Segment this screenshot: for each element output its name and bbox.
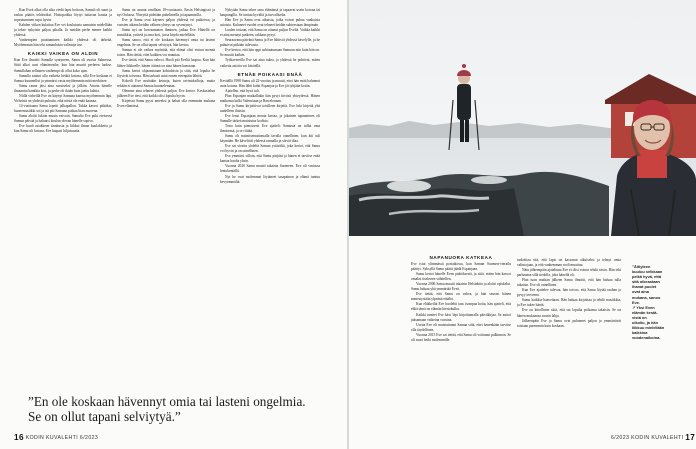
caption-line: ”Äitiyteen xyxy=(632,264,651,269)
section-heading: NAPANUORA KATKEAA xyxy=(429,255,493,260)
body-paragraph: Eve ymmärsi silloin, että Samu pärjäisi ja hänen ei tarvitse enää kantaa huolta yksin. xyxy=(220,154,320,164)
left-page xyxy=(0,0,347,449)
section-heading: KAIKKI VAIKEA ON ALDIN xyxy=(27,51,99,57)
body-paragraph: Useita Eve oli muistuttanut Samua siitä, ettei kenenkään tarvitse olla täydellinen. xyxy=(411,322,511,332)
body-paragraph: Samun ei ole vaikea myöntää, että elämä olisi voinut mennä toisin. Hän tietää, ettei kaikkea voi muuttaa. xyxy=(117,48,215,58)
body-paragraph: Eve lensi Espanjaan monta kertaa, ja jokainen tapaaminen oli Samulle tärkeä muistutus kodista. xyxy=(220,113,320,123)
right-column-2 xyxy=(517,258,621,428)
caption-line: vuodenaikoina. xyxy=(632,335,661,341)
page-number: 16 xyxy=(14,433,24,442)
body-paragraph: Keväällä 1998 Samu oli 22-vuotias ja muutti, ettei hän enää halunnut asua kotona. Hän lähti kohti Espanjaa ja Eve jäi tyhjään kotiin. xyxy=(220,78,320,88)
caption-line: sitä oikeastaan xyxy=(632,279,660,285)
caption-line: liikkuu mielellään xyxy=(632,325,665,331)
caption-line: vistä on xyxy=(632,314,647,320)
body-paragraph: Tosia kuin pienoisesti Eve ajatteli: Samusta on tullut oma ihmisensä, ja se riittää. xyxy=(220,124,320,134)
winter-shore-scene xyxy=(349,0,696,236)
body-paragraph: Samu nyt on korvaamaton ihminen, jatkaa Eve. Hänellä on musiikkia, ystäviä ja oma koti, jossa käydä mielellään. xyxy=(117,28,215,38)
body-paragraph: Olemme aina tehneet yhdessä paljon, Eve kertoo. Keskustelun jälkeen Eve tiesi, että kaikki olisi lopulta hyvin. xyxy=(117,88,215,98)
feature-photo xyxy=(349,0,696,236)
body-paragraph: Eve tietää, että Samu vahvoi. Huoli piti Eveltä luopua. Kun hän lähtee liikkeelle, hänen äitinsä on aina hänen kanssaan. xyxy=(117,58,215,68)
body-paragraph: Luulen tosiaan, että Samu on ottanut paljon Eveltä. Vaikka kaikki ei aina mennyt putkeen, rakkaus pysyi. xyxy=(220,28,320,38)
body-paragraph: tarkoittaa sitä, että lapsi on kasvanut aikuiseksi ja tehnyt omia valintojaan, ja että vanhemman rooli muuttuu. xyxy=(517,258,621,268)
body-paragraph: Plan Espanjan matkallakin hän pysyi tiiviisti yhteydessä. Hänen matkansa kulki Valenciaan ja Barcelonaan. xyxy=(220,93,320,103)
body-paragraph: Vanhempien puuttuminen kaikki yhdessä oli tärkeää. Myöhemmin hän teki samanlaisia valintoja itse. xyxy=(14,38,112,48)
body-paragraph: Kahden viikon kuluttua Eve vei koulutusta aamuisin mielellään ja tekee nykyisin paljon pihalla. Ja meidän perhe menee kaikki yhdessä. xyxy=(14,23,112,38)
body-paragraph: Eve ja Samu kirjoittivat toisilleen kirjeitä. Eve luki kirjeitä yhä uudelleen iltaisin. xyxy=(220,103,320,113)
body-paragraph: Kirjeissä Samu pyysi anteeksi ja halusi olla enemmän mukana Even elämässä. xyxy=(117,98,215,108)
body-paragraph: Eve kuuli asiakkeen tinnitusta ja liikkui ilman kuulokkeita ja kun Samu oli kotona, Eve kaipasi hiljaisuutta. xyxy=(14,124,112,134)
pull-quote: ”En ole koskaan hävennyt omia tai lasteni ongelmia. Se on ollut tapani selviytyä.” xyxy=(28,394,306,424)
body-paragraph: Samu kertoi ohjaamistaan kohtaloista ja siitä, että lopulta he löysivät toisensa. Hän tarkasti asiat ennen eteenpäin lähtöä. xyxy=(117,68,215,78)
body-paragraph: Samu oli mainitsemattomalla tavalla onnellinen, kun äiti tuli käymään. He kävelivät yhdessä rannalla ja söivät iltaa. xyxy=(220,134,320,144)
body-paragraph: Samu aloitti lukion muuta vaivoin. Samulta Eve puki eteisessä Samun päivää ja haluaisi koulun olevan hänelle sopiva. xyxy=(14,113,112,123)
body-paragraph: Samu kaikkia haaveitaan. Hän haluaa kirjoittaa ja tehdä musiikkia, ja Eve tukee häntä. xyxy=(517,298,621,308)
body-paragraph: Seuraavana päivänä Samu ja Eve lähtivät yhdessä kävelylle, ja he puhuivat pitkään tulevasta. xyxy=(220,38,320,48)
left-column-1 xyxy=(14,8,112,386)
body-paragraph: Niillä virheillä Eve on käynyt Samuna kanssa myöhemmin läpi. Virheistä on yhdessä puhuttu, eikä niistä ole enää kaunaa. xyxy=(14,93,112,103)
caption-line: elämän kestä- xyxy=(632,309,658,315)
left-column-2 xyxy=(117,8,215,386)
body-paragraph: Vuonna 2020 Samu muutti takaisin Suomeen. Eve oli vastassa lentokentällä. xyxy=(220,164,320,174)
body-paragraph: Hän Eve ja Samu ovat aikuisia, jotka voivat puhua vanhoista asioista. Kuluneet vuodet ovat tehneet heidän suhteestaan lämpimän. xyxy=(220,18,320,28)
body-paragraph: Eve ja Samu ovat käyneet paljon yhdessä eri paikoissa, ja vuosien aikana heidän välinen yhteys on syventynyt. xyxy=(117,18,215,28)
body-paragraph: Kun Eve ilmoitti Samulle syntyneen, Samu oli vuosia Salmessa. Siitä alkoi uusi elämänvaihe, kun hän muutti perheen luokse. Samullahan sellainen vanhempi oli ollut koko ajan. xyxy=(14,58,112,73)
caption-line: ulkoilu, ja hän xyxy=(632,320,658,326)
caption-line: Eve. xyxy=(632,299,641,305)
body-paragraph: Näin jälkeenpäin ajateltuna Eve ei olisi voinut tehdä toisin. Hän teki parhaansa sillä tiedolla, joka hänellä oli. xyxy=(517,268,621,278)
body-paragraph: Samu sanoo, että ei ole koskaan hävennyt omia tai lasteni ongelmia. Se on ollut tapani selviytyä, hän kertoo. xyxy=(117,38,215,48)
body-paragraph: Samu ranne jäisi aina suruiseksi ja jälkiin. Ainoin hänelle ilmaantui hankkia koti, ja perhe oli ikään kuin jaettu kahtia. xyxy=(14,83,112,93)
folio-text: KODIN KUVALEHTI 6/2023 xyxy=(25,435,99,441)
body-paragraph: Nykyään Samu tekee oma elämänsä ja tapaavat usein kotona tai kaupungilla. Se tuntuu hyvältä ja turvalliselta. xyxy=(220,8,320,18)
caption-line: kuuluu selkkaan xyxy=(632,269,663,275)
body-paragraph: Kaikki tunteet Eve kävi läpi kirjoittamalla päiväkirjaa. Se auttoi jaksamaan vaikeina vuosina. xyxy=(411,312,511,322)
photo-caption xyxy=(632,264,684,340)
body-paragraph: Kun eläkkeiltä Eve huolehti taas isompaa kotia, hän ajatteli, että ehkä tämä on elämän kiertokulku. xyxy=(411,302,511,312)
body-paragraph: 14-vuotiaana Samu lopetti jalkapallon. Tukka kasvoi pitkäksi, huonemusiikki soi ja isä piti Samuna poikaa liian nuorena. xyxy=(14,103,112,113)
body-paragraph: Eve sai viestin yhdeltä Samun ystävältä, joka kertoi, että Samu voi hyvin ja on onnellinen. xyxy=(220,144,320,154)
caption-line: ovat aina xyxy=(632,289,649,295)
caption-line: mukana, sanoo xyxy=(632,294,661,300)
page-number: 17 xyxy=(685,433,696,442)
body-paragraph: Eve on kiitollinen siitä, että sai lopulta poikansa takaisin. Se on hänen mukaansa suurin lahja. xyxy=(517,308,621,318)
body-paragraph: Kun Eve ajattelee tulevaa, hän toivoo, että Samu löytää rauhan ja pysyy terveenä. xyxy=(517,288,621,298)
body-paragraph: Ajatellen, että hyvä tuli. xyxy=(225,88,260,93)
section-heading: ETNÄE POIKAASI ENÄÄ xyxy=(237,71,303,77)
page-folio-left xyxy=(14,433,98,442)
body-paragraph: Eve istui ylimmässä portaikossa, kun Samun Suomen-vierailu päättyi. Syksyllä Samu päätti jäädä Espanjaan. xyxy=(411,262,511,272)
caption-line: ihanat puolet xyxy=(632,284,657,290)
caption-line: ↗ Yksi Even xyxy=(632,304,655,310)
left-column-3 xyxy=(220,8,320,386)
body-paragraph: Samu kertoi hänelle Even päätöksestä, ja siitä, miten hän kasvoi omaksi itsekseen vähitellen. xyxy=(411,272,511,282)
body-paragraph: Samulla saattoi olla vaikeita hetkiä kotona, sillä Eve koskaan ei Samua kuunnellut ja ymmärsi vasta myöhemmin mitä merkitsee. xyxy=(14,73,112,83)
body-paragraph: Eve kertoo, että hän oppi suhtautumaan Samuun niin kuin hän on. Se muutti kaiken. xyxy=(220,48,320,58)
folio-text: 6/2023 KODIN KUVALEHTI xyxy=(611,435,684,441)
body-paragraph: Plan tuon matkan jälkeen Samu ilmoitti, että hän haluaa tulla takaisin. Eve oli onnellinen. xyxy=(517,278,621,288)
body-paragraph: Samu on asunut omillaan 18-vuotiaasta. Ensin Helsingissä ja nyt Oulussa. Yhteyttä pidetään puhelimella ja tapaamisilla. xyxy=(117,8,215,18)
body-paragraph: Työkavereilla Eve sai aina tukea, ja yhdessä he pohtivat, miten vaikeita asioita voi käsitellä. xyxy=(220,58,320,68)
body-paragraph: Vuonna 2015 Eve sai tietää, että Samu oli voittanut palkinnon. Se oli suuri hetki molemmille. xyxy=(411,332,511,342)
body-paragraph: Nyt he ovat molemmat löytäneet tasapainon ja elämä tuntuu kevyemmältä. xyxy=(220,174,320,184)
body-paragraph: Kokeili Eve muitakin keinoja, kuten ravintolailtoja, mutta sekään ei auttanut Samua kuuntelemaan. xyxy=(117,78,215,88)
right-column-1 xyxy=(411,252,511,428)
page-folio-right xyxy=(611,433,695,442)
body-paragraph: Kun Eveä alkoi olla aika viedä lapsi hoitoon, Samuli oli suuri ja raskas päätös tehtäväksi. Hoitopaikka löytyi tuttavan kautta ja sopeutuminen sujui hyvin. xyxy=(14,8,112,23)
caption-line: kaikkina xyxy=(632,330,648,336)
body-paragraph: Vuonna 2006 Samu muutti takaisin Helsinkiin ja aloitti opiskelut. Samu haluaa yhä ymmärtää Eveä. xyxy=(411,282,511,292)
body-paragraph: Eve tietää, että Samu on vahva, ja hän seurasi hänen menestystään ylpeänä etäältä. xyxy=(411,292,511,302)
caption-line: pelkä hyvä, että xyxy=(632,274,661,280)
body-paragraph: Jälkeenpäin Eve ja Samu ovat puhuneet paljon ja ymmärtävät toisiaan paremmin kuin koskaan. xyxy=(517,318,621,328)
